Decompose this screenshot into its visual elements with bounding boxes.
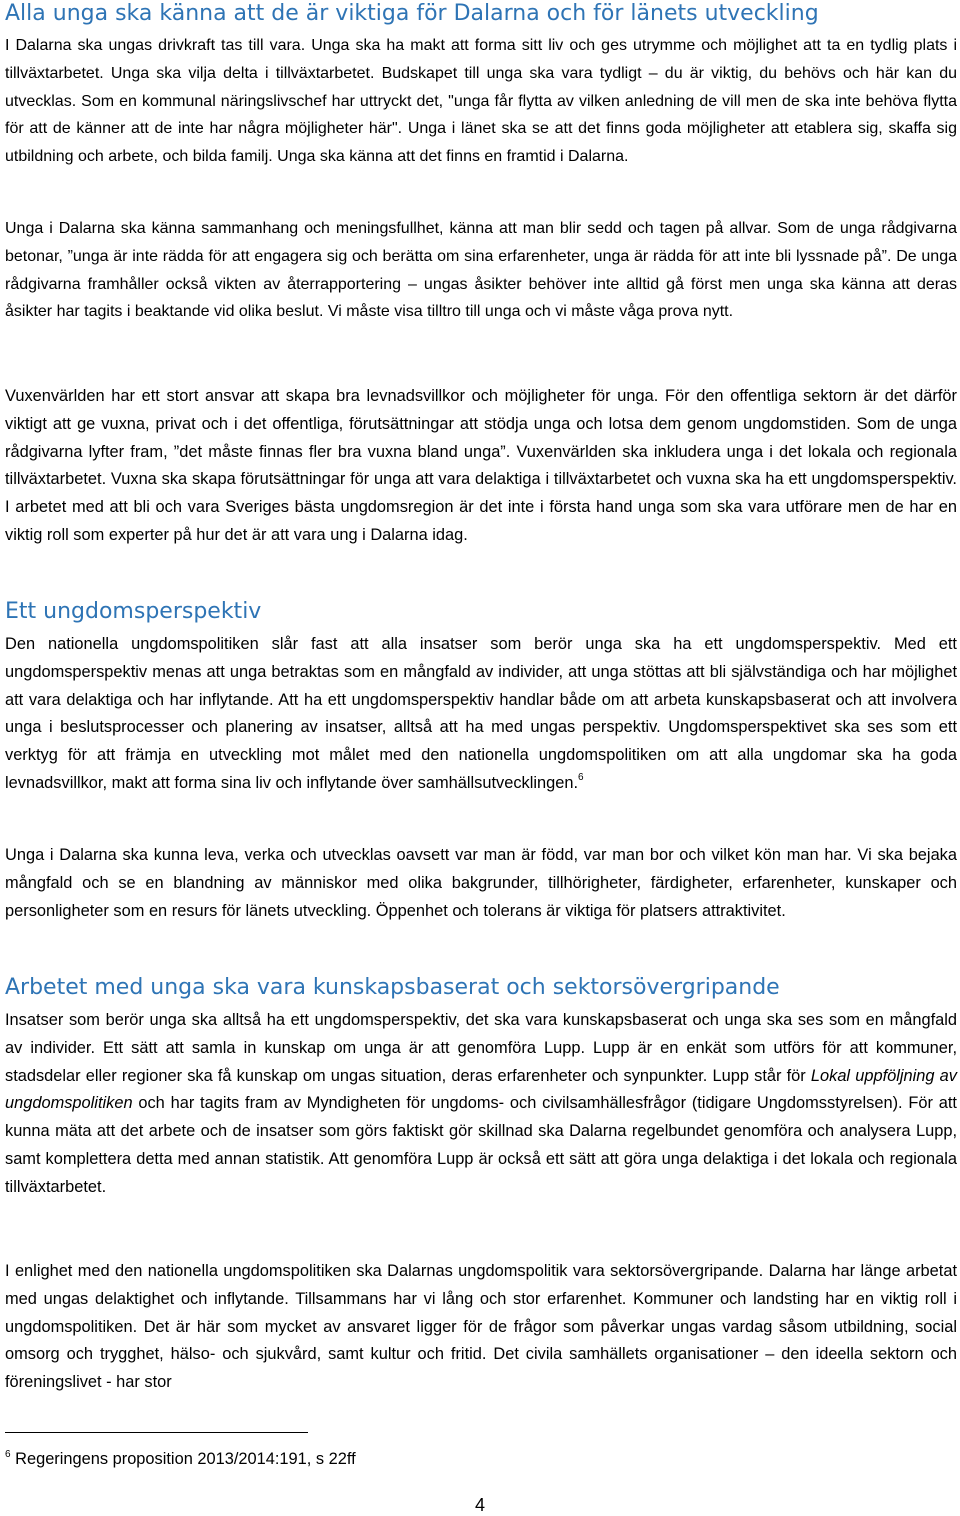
- paragraph-4-text: Den nationella ungdomspolitiken slår fast att alla insatser som berör unga ska ha ett ungdomsperspektiv. Med ett ungdomsperspektiv menas att unga betraktas som en mångfald av individer, att unga stöttas att bli självständiga och har möjlighet att vara delaktiga och har inflytande. Att ha ett ungdomsperspektiv handlar både om att arbeta kunskapsbaserat och att involvera unga i beslutsprocesser och planering av insatser, alltså att ha med ungas perspektiv. Ungdomsperspektivet ska ses som ett verktyg för att främja en utveckling mot målet med den nationella ungdomspolitiken om att alla ungdomar ska ha goda levnadsvillkor, makt att forma sina liv och inflytande över samhällsutvecklingen.: [5, 635, 957, 792]
- paragraph-2: Unga i Dalarna ska känna sammanhang och meningsfullhet, känna att man blir sedd och tagen på allvar. Som de unga rådgivarna betonar, ”unga är inte rädda för att engagera sig och berätta om sina erfarenheter, unga är rädda för att inte bli lyssnade på”. De unga rådgivarna framhåller också vikten av återrapportering – ungas åsikter behöver inte alltid gå först men unga ska känna att deras åsikter har tagits i beaktande vid olika beslut. Vi måste visa tilltro till unga och vi måste våga prova nytt.: [5, 220, 957, 321]
- paragraph-5: Unga i Dalarna ska kunna leva, verka och utvecklas oavsett var man är född, var man bor och vilket kön man har. Vi ska bejaka mångfald och se en blandning av människor med olika bakgrunder, tillhörigheter, färdigheter, erfarenheter, kunskaper och personligheter som en resurs för länets utveckling. Öppenhet och tolerans är viktiga för platsers attraktivitet.: [5, 846, 957, 920]
- heading-alla-unga: Alla unga ska känna att de är viktiga för Dalarna och för länets utveckling: [5, 1, 819, 26]
- lupp-expansion: Lokal uppföljning av ungdomspolitiken: [5, 1066, 957, 1113]
- heading-kunskapsbaserat: Arbetet med unga ska vara kunskapsbaserat och sektorsövergripande: [5, 975, 780, 1000]
- footnote-text: Regeringens proposition 2013/2014:191, s 22ff: [15, 1450, 356, 1468]
- paragraph-3: Vuxenvärlden har ett stort ansvar att skapa bra levnadsvillkor och möjligheter för unga. För den offentliga sektorn är det därför viktigt att ge vuxna, privat och i det offentliga, förutsättningar att stödja unga och lotsa dem genom ungdomstiden. Som de unga rådgivarna lyfter fram, ”det måste finnas fler bra vuxna bland unga”. Vuxenvärlden ska inkludera unga i det lokala och regionala tillväxtarbetet. Vuxna ska skapa förutsättningar för unga att vara delaktiga i tillväxtarbetet och vuxna ska ha ett ungdomsperspektiv. I arbetet med att bli och vara Sveriges bästa ungdomsregion är det inte i första hand unga som ska vara utförare men de har en viktig roll som experter på hur det är att vara ung i Dalarna idag.: [5, 387, 957, 544]
- page-number: 4: [474, 1495, 485, 1515]
- paragraph-6: [5, 1007, 957, 1202]
- paragraph-7: I enlighet med den nationella ungdomspolitiken ska Dalarnas ungdomspolitik vara sektorsövergripande. Dalarna har länge arbetat med ungas delaktighet och inflytande. Tillsammans har vi lång och stor erfarenhet. Kommuner och landsting har en viktig roll i ungdomspolitiken. Det är här som mycket av ansvaret ligger för de frågor som påverkar ungas vardag såsom utbildning, social omsorg och trygghet, hälso- och sjukvård, samt kultur och fritid. Det civila samhällets organisationer – den ideella sektorn och föreningslivet - har stor: [5, 1262, 957, 1392]
- heading-ungdomsperspektiv: Ett ungdomsperspektiv: [5, 599, 262, 624]
- footnote-reference: 6: [578, 771, 584, 783]
- footnote: [5, 1447, 356, 1471]
- paragraph-6-text-start: Insatser som berör unga ska alltså ha ett ungdomsperspektiv, det ska vara kunskapsbaserat och unga ska ses som en mångfald av individer. Ett sätt att samla in kunskap om unga är att genomföra Lupp. Lupp är en enkät som utförs för att kommuner, stadsdelar eller regioner ska få kunskap om ungas situation, deras erfarenheter och synpunkter. Lupp står för: [5, 1011, 957, 1085]
- paragraph-6-text-end: och har tagits fram av Myndigheten för ungdoms- och civilsamhällesfrågor (tidigare Ungdomsstyrelsen). För att kunna mäta att det arbete och de insatser som görs faktiskt gör skillnad ska Dalarna regelbundet genomföra och analysera Lupp, samt komplettera detta med annan statistik. Att genomföra Lupp är också ett sätt att göra unga delaktiga i det lokala och regionala tillväxtarbetet.: [5, 1094, 957, 1196]
- paragraph-4: [5, 631, 957, 798]
- footnote-divider: [5, 1432, 308, 1433]
- footnote-number: 6: [5, 1449, 11, 1460]
- paragraph-1: I Dalarna ska ungas drivkraft tas till vara. Unga ska ha makt att forma sitt liv och ges utrymme och möjlighet att ta en tydlig plats i tillväxtarbetet. Unga ska vilja delta i tillväxtarbetet. Budskapet till unga ska vara tydligt – du är viktig, du behövs och här kan du utvecklas. Som en kommunal näringslivschef har uttryckt det, "unga får flytta av vilken anledning de vill men de ska inte behöva flytta för att de känner att de inte har några möjligheter här". Unga i länet ska se att det finns goda möjligheter att etablera sig, skaffa sig utbildning och arbete, och bilda familj. Unga ska känna att det finns en framtid i Dalarna.: [5, 37, 957, 166]
